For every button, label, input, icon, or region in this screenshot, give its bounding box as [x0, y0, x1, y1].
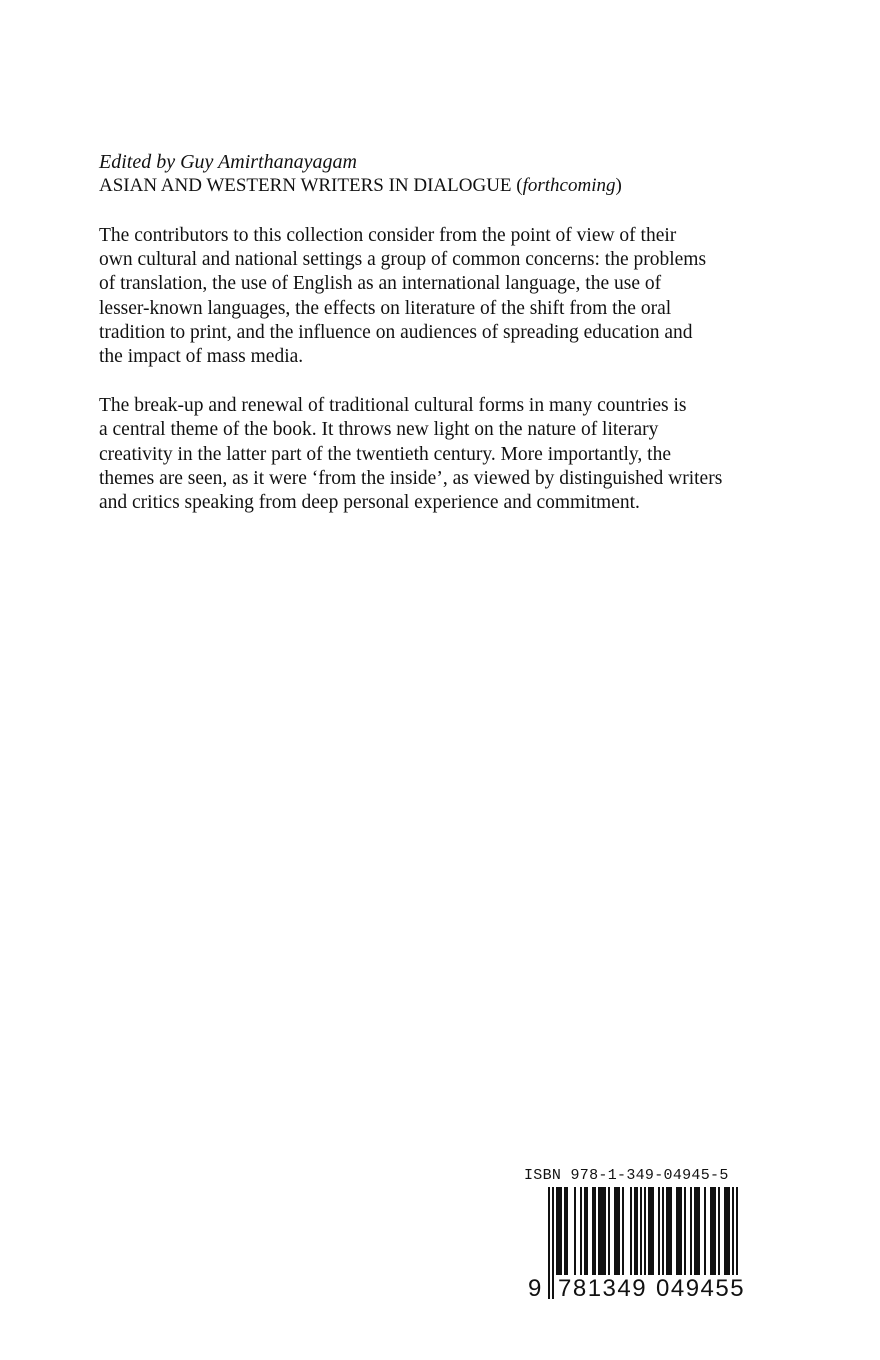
- barcode-bar: [704, 1187, 706, 1275]
- barcode-bar: [710, 1187, 712, 1275]
- barcode-first-digit: 9: [528, 1275, 543, 1302]
- barcode-bar: [584, 1187, 586, 1275]
- barcode-bar: [650, 1187, 652, 1275]
- barcode-bar: [668, 1187, 670, 1275]
- barcode-bar: [616, 1187, 618, 1275]
- barcode-bar: [598, 1187, 600, 1275]
- barcode: [524, 1187, 764, 1305]
- barcode-bar: [696, 1187, 698, 1275]
- barcode-bar: [698, 1187, 700, 1275]
- barcode-bar: [600, 1187, 602, 1275]
- barcode-left-digits: 781349: [558, 1275, 648, 1302]
- description-paragraph-1: The contributors to this collection consider from the point of view of their own cultural and national settings a group of common concerns: the problems of translation, the use of English as an international language, the use of lesser-known languages, the effects on literature of the shift from the oral tradition to print, and the influence on audiences of spreading education and the impact of mass media.: [99, 225, 707, 368]
- barcode-bar: [552, 1187, 554, 1299]
- barcode-bar: [608, 1187, 610, 1275]
- barcode-bar: [718, 1187, 720, 1275]
- barcode-bar: [728, 1187, 730, 1275]
- editor-credit: Edited by Guy Amirthanayagam: [99, 151, 357, 173]
- barcode-bar: [556, 1187, 558, 1275]
- barcode-bar: [630, 1187, 632, 1275]
- barcode-bar: [678, 1187, 680, 1275]
- barcode-bar: [684, 1187, 686, 1275]
- barcode-bar: [574, 1187, 576, 1275]
- publication-status: forthcoming: [522, 175, 616, 196]
- barcode-bar: [586, 1187, 588, 1275]
- barcode-bar: [580, 1187, 582, 1275]
- barcode-bar: [592, 1187, 594, 1275]
- barcode-bar: [690, 1187, 692, 1275]
- barcode-bar: [724, 1187, 726, 1275]
- barcode-bar: [618, 1187, 620, 1275]
- cover-text-block: [99, 150, 811, 515]
- barcode-bar: [560, 1187, 562, 1275]
- barcode-bar: [680, 1187, 682, 1275]
- barcode-bar: [726, 1187, 728, 1275]
- barcode-bar: [662, 1187, 664, 1275]
- barcode-bar: [666, 1187, 668, 1275]
- barcode-bar: [648, 1187, 650, 1275]
- barcode-bar: [714, 1187, 716, 1275]
- description-paragraph-2: The break-up and renewal of traditional cultural forms in many countries is a central theme of the book. It throws new light on the nature of literary creativity in the latter part of the twentieth century. More importantly, the themes are seen, as it were ‘from the inside’, as viewed by distinguished writers and critics speaking from deep personal experience and commitment.: [99, 395, 723, 514]
- book-title: ASIAN AND WESTERN WRITERS IN DIALOGUE: [99, 175, 512, 196]
- isbn-label: ISBN 978-1-349-04945-5: [524, 1167, 729, 1184]
- barcode-bar: [712, 1187, 714, 1275]
- barcode-bar: [658, 1187, 660, 1275]
- barcode-bar: [594, 1187, 596, 1275]
- barcode-bar: [694, 1187, 696, 1275]
- barcode-bar: [548, 1187, 550, 1299]
- barcode-right-digits: 049455: [656, 1275, 746, 1302]
- barcode-bar: [636, 1187, 638, 1275]
- barcode-bar: [652, 1187, 654, 1275]
- book-title-line: ASIAN AND WESTERN WRITERS IN DIALOGUE (forthcoming): [99, 175, 622, 196]
- barcode-bar: [566, 1187, 568, 1275]
- barcode-bar: [614, 1187, 616, 1275]
- barcode-bar: [558, 1187, 560, 1275]
- barcode-bar: [622, 1187, 624, 1275]
- isbn-block: [524, 1167, 764, 1305]
- barcode-bar: [676, 1187, 678, 1275]
- barcode-bar: [634, 1187, 636, 1275]
- barcode-bar: [604, 1187, 606, 1275]
- barcode-bar: [602, 1187, 604, 1275]
- barcode-bar: [564, 1187, 566, 1275]
- barcode-bar: [670, 1187, 672, 1275]
